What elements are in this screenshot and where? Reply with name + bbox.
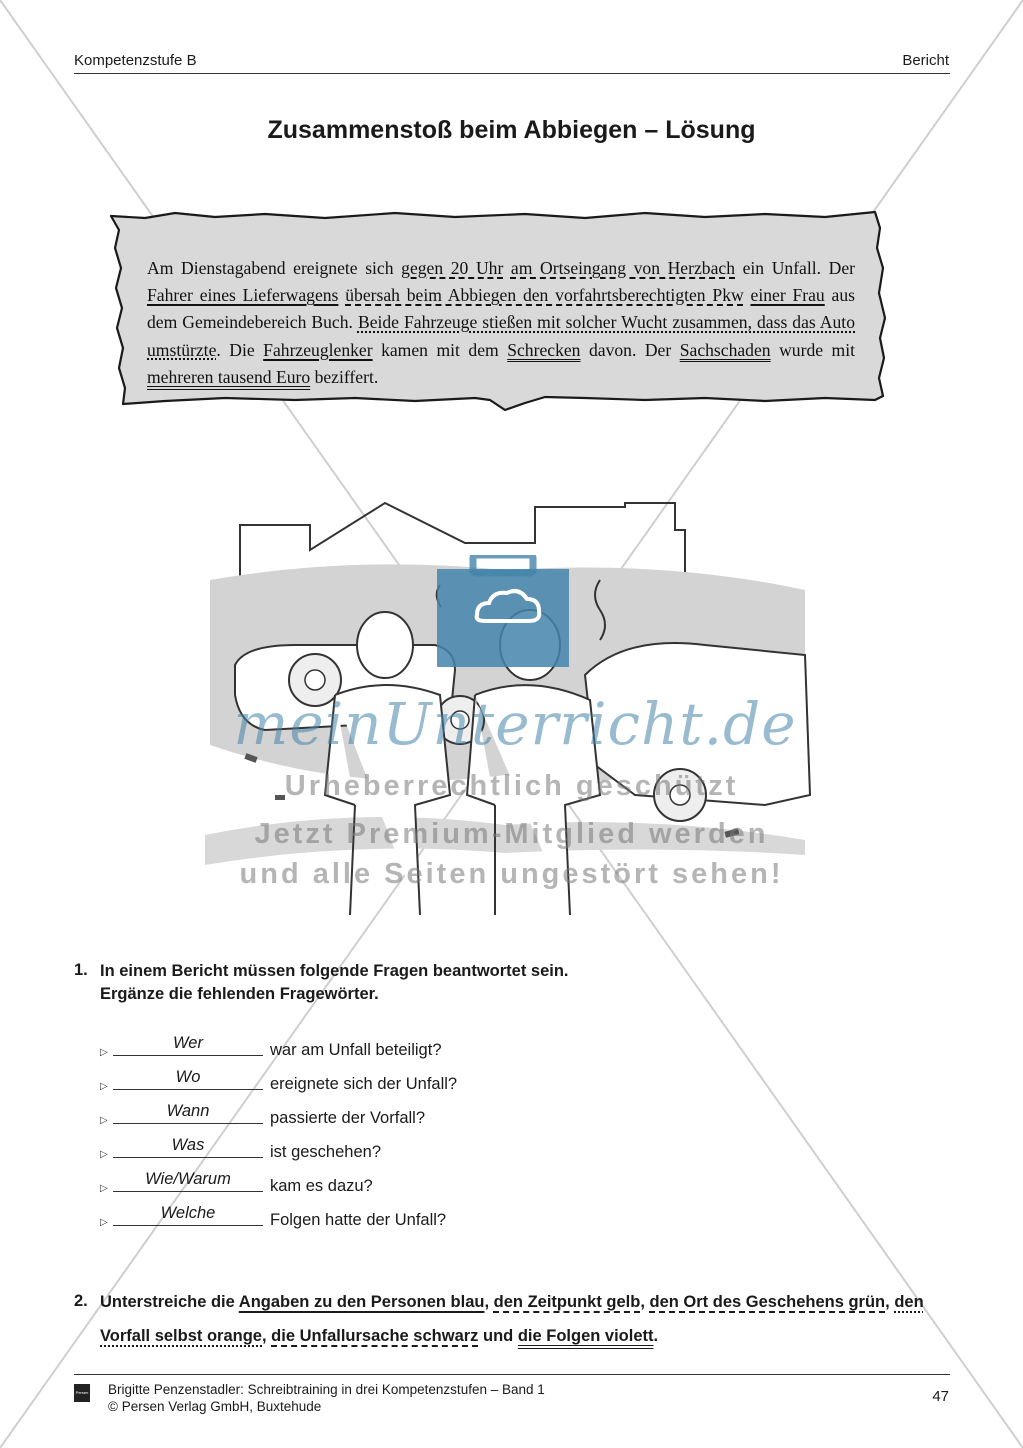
person-underline: Fahrzeuglenker bbox=[263, 339, 373, 360]
watermark-line-1: Urheberrechtlich geschützt bbox=[284, 770, 739, 802]
consequence-underline: Sachschaden bbox=[679, 339, 771, 360]
footer-divider bbox=[74, 1374, 950, 1375]
publisher-logo: Persen bbox=[74, 1384, 90, 1402]
task-1-number: 1. bbox=[74, 961, 88, 979]
watermark-brand: meinUnterricht.de bbox=[233, 690, 797, 758]
answer-blank: Wo bbox=[113, 1065, 263, 1090]
incident-underline: den Vorfall selbst orange bbox=[100, 1293, 924, 1345]
triangle-bullet-icon: ▷ bbox=[100, 1047, 108, 1058]
task-1-instruction: In einem Bericht müssen folgende Fragen beantwortet sein. Ergänze die fehlenden Fragewörter. bbox=[100, 962, 569, 1003]
question-text: ereignete sich der Unfall? bbox=[270, 1075, 458, 1093]
consequence-underline: mehreren tausend Euro bbox=[147, 366, 311, 387]
cause-underline: übersah beim Abbiegen den vorfahrtsberechtigten Pkw bbox=[345, 285, 744, 306]
header-topic-label: Bericht bbox=[902, 52, 949, 69]
page-number: 47 bbox=[932, 1388, 949, 1405]
answer-blank: Wer bbox=[113, 1031, 263, 1056]
question-text: kam es dazu? bbox=[270, 1177, 373, 1195]
consequence-underline: die Folgen violett bbox=[517, 1327, 654, 1345]
briefcase-cloud-icon bbox=[437, 555, 569, 667]
triangle-bullet-icon: ▷ bbox=[100, 1183, 108, 1194]
triangle-bullet-icon: ▷ bbox=[100, 1115, 108, 1126]
question-row-welche bbox=[100, 1204, 600, 1241]
task-2-instruction: Unterstreiche die Angaben zu den Personen blau, den Zeitpunkt gelb, den Ort des Geschehens grün, den Vorfall selbst orange, die Unfallursache schwarz und die Folgen violett. bbox=[100, 1293, 924, 1345]
triangle-bullet-icon: ▷ bbox=[100, 1149, 108, 1160]
time-underline: den Zeitpunkt gelb bbox=[493, 1293, 641, 1311]
page-title: Zusammenstoß beim Abbiegen – Lösung bbox=[267, 116, 756, 144]
task-2-number: 2. bbox=[74, 1292, 88, 1310]
question-text: war am Unfall beteiligt? bbox=[270, 1041, 442, 1059]
answer-blank: Wann bbox=[113, 1099, 263, 1124]
triangle-bullet-icon: ▷ bbox=[100, 1081, 108, 1092]
question-text: passierte der Vorfall? bbox=[270, 1109, 426, 1127]
cause-underline: die Unfallursache schwarz bbox=[271, 1327, 479, 1345]
triangle-bullet-icon: ▷ bbox=[100, 1217, 108, 1228]
person-underline: Fahrer eines Lieferwagens bbox=[147, 285, 339, 306]
persons-underline: Angaben zu den Personen blau bbox=[238, 1293, 485, 1311]
consequence-underline: Schrecken bbox=[507, 339, 581, 360]
question-text: ist geschehen? bbox=[270, 1143, 381, 1161]
header-section-label: Kompetenzstufe B bbox=[74, 52, 197, 69]
watermark-line-3: und alle Seiten ungestört sehen! bbox=[239, 858, 784, 890]
time-underline: gegen 20 Uhr bbox=[401, 258, 504, 278]
footer-copyright-line: © Persen Verlag GmbH, Buxtehude bbox=[108, 1399, 322, 1414]
header-divider bbox=[74, 73, 950, 74]
answer-blank: Welche bbox=[113, 1201, 263, 1226]
place-underline: am Ortseingang von Herzbach bbox=[510, 258, 735, 278]
place-underline: den Ort des Geschehens grün bbox=[649, 1293, 886, 1311]
accident-report-text: Am Dienstagabend ereignete sich gegen 20 Uhr am Ortseingang von Herzbach ein Unfall. Der Fahrer eines Lieferwagens übersah beim Abbiegen den vorfahrtsberechtigten Pkw einer Frau aus dem Gemeindebereich Buch. Beide Fahrzeuge stießen mit solcher Wucht zusammen, dass das Auto umstürzte. Die Fahrzeuglenker kamen mit dem Schrecken davon. Der Sachschaden wurde mit mehreren tausend Euro beziffert. bbox=[147, 258, 856, 387]
question-text: Folgen hatte der Unfall? bbox=[270, 1211, 447, 1229]
incident-underline: Beide Fahrzeuge stießen mit solcher Wucht zusammen, dass das Auto umstürzte bbox=[147, 312, 855, 360]
person-underline: einer Frau bbox=[750, 285, 825, 306]
watermark-line-2: Jetzt Premium-Mitglied werden bbox=[254, 818, 769, 850]
answer-blank: Wie/Warum bbox=[113, 1167, 263, 1192]
footer-author-line: Brigitte Penzenstadler: Schreibtraining in drei Kompetenzstufen – Band 1 bbox=[108, 1382, 545, 1397]
answer-blank: Was bbox=[113, 1133, 263, 1158]
